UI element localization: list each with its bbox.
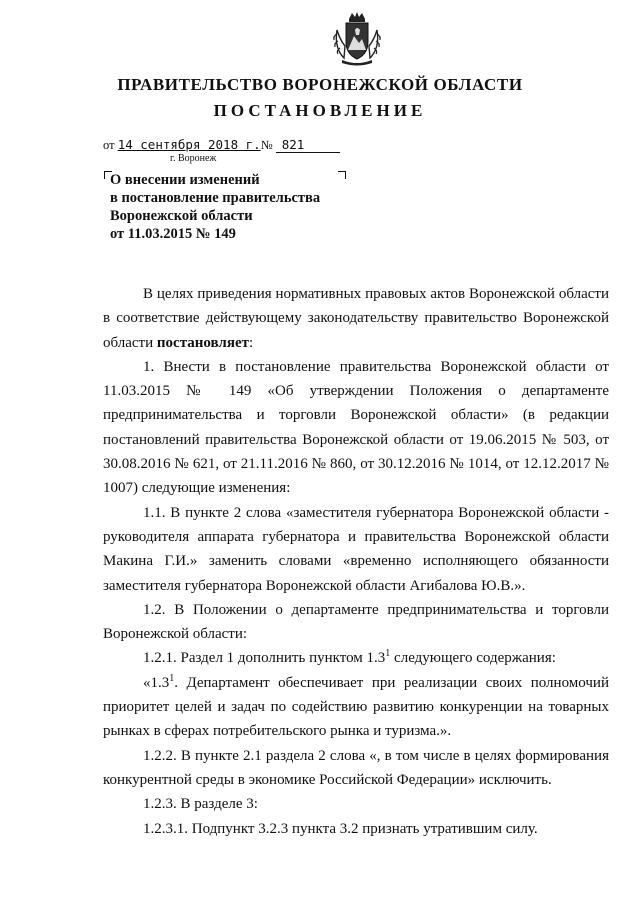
document-type-title: ПОСТАНОВЛЕНИЕ	[213, 101, 427, 120]
clause-1-2-2: 1.2.2. В пункте 2.1 раздела 2 слова «, в том числе в целях формирования конкурентной среды в экономике Российской Федерации» исключить.	[103, 747, 609, 788]
resolves-word: постановляет	[156, 334, 249, 351]
preamble-text: В целях приведения нормативных правовых актов Воронежской области в соответствие действующему законодательству правительство Воронежской области	[103, 286, 609, 351]
number-prefix: №	[260, 138, 273, 152]
date-number-line	[103, 137, 340, 153]
preamble-end: :	[249, 334, 254, 351]
subject-line: О внесении изменений	[110, 172, 260, 188]
government-title: ПРАВИТЕЛЬСТВО ВОРОНЕЖСКОЙ ОБЛАСТИ	[117, 75, 523, 94]
decree-subject	[110, 171, 320, 243]
subject-line: от 11.03.2015 № 149	[110, 226, 236, 242]
clause-1-2: 1.2. В Положении о департаменте предпринимательства и торговли Воронежской области:	[103, 601, 609, 643]
subject-line: Воронежской области	[110, 208, 253, 224]
clause-1-1: 1.1. В пункте 2 слова «заместителя губернатора Воронежской области - руководителя аппарата губернатора и правительства Воронежской области Макина Г.И.» заменить словами «временно исполняющего обязанности заместителя губернатора Воронежской области Агибалова Ю.В.».	[103, 504, 609, 594]
coat-of-arms-icon	[328, 10, 386, 66]
preamble-paragraph	[103, 282, 609, 355]
subject-line: в постановление правительства	[110, 190, 321, 206]
decree-number: 821	[276, 137, 340, 153]
decree-date: 14 сентября 2018 г.	[117, 137, 261, 152]
city: г. Воронеж	[170, 153, 217, 164]
clause-1: 1. Внести в постановление правительства Воронежской области от 11.03.2015 № 149 «Об утверждении Положения о департаменте предпринимательства и торговли Воронежской области» (в редакции постановлений правительства Воронежской области от 19.06.2015 № 503, от 30.08.2016 № 621, от 21.11.2016 № 860, от 30.12.2016 № 1014, от 12.12.2017 № 1007) следующие изменения:	[103, 358, 609, 497]
clause-1-2-1: 1.2.1. Раздел 1 дополнить пунктом $1.3^1$ следующего содержания:	[143, 648, 556, 667]
quoted-clause-1-3-1: «$1.3^1$. Департамент обеспечивает при реализации своих полномочий приоритет целей и задач по содействию развитию конкуренции на товарных рынках в сферах потребительского рынка и туризма.».	[103, 672, 609, 740]
decree-body	[103, 282, 609, 841]
clause-1-2-3-1: 1.2.3.1. Подпункт 3.2.3 пункта 3.2 признать утратившим силу.	[143, 820, 538, 837]
from-prefix: от	[103, 138, 115, 152]
subject-corner-mark-right	[338, 171, 346, 179]
clause-1-2-3: 1.2.3. В разделе 3:	[143, 796, 258, 813]
